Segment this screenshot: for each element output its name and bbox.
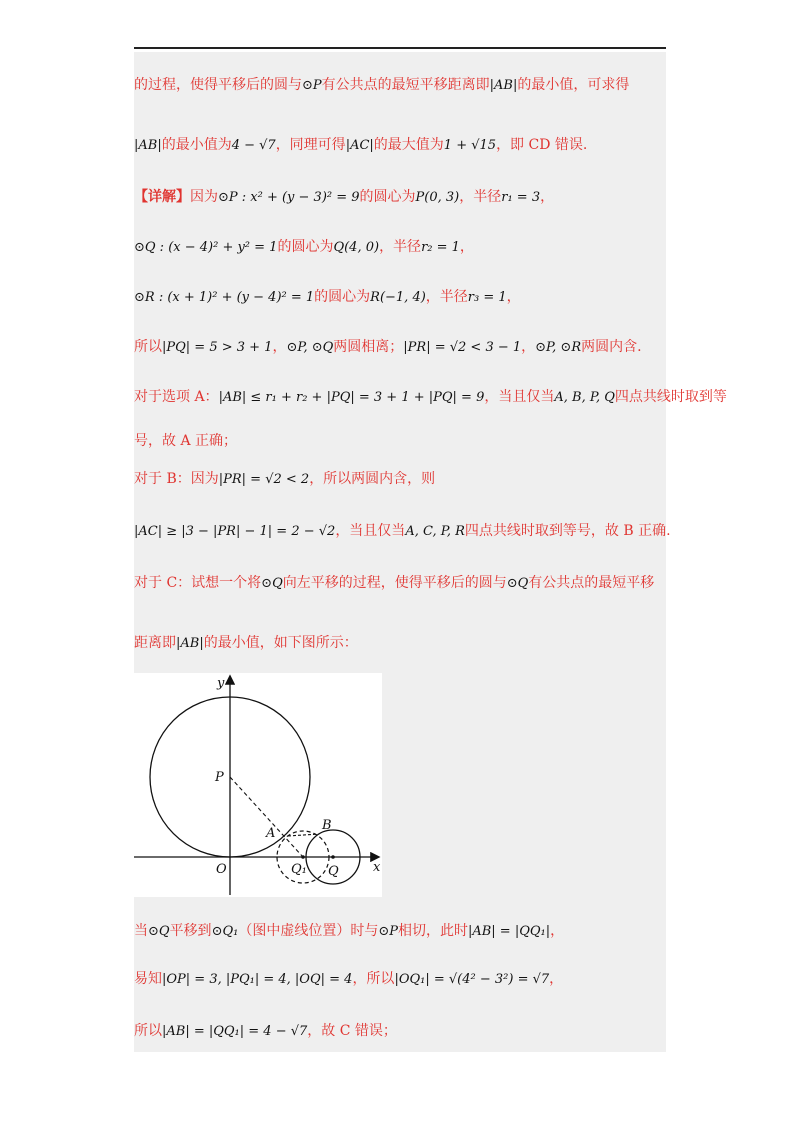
text: 的最小值，如下图所示： — [203, 635, 358, 651]
text: ，当且仅当 — [484, 389, 555, 405]
text: 相切，此时 — [397, 923, 468, 939]
label-q: Q — [328, 864, 339, 879]
math-expr: ⊙Q — [148, 924, 170, 939]
math-expr: |AB| ≤ r₁ + r₂ + |PQ| = 3 + 1 + |PQ| = 9 — [218, 390, 485, 405]
text: ， — [549, 971, 564, 987]
math-expr: |AC| — [345, 138, 374, 153]
math-expr: r₂ = 1 — [421, 240, 460, 255]
text: 的最大值为 — [373, 137, 444, 153]
math-expr: |AB| — [489, 78, 518, 93]
text-line-4 — [134, 238, 474, 257]
text: ， — [550, 923, 565, 939]
point-q — [331, 855, 335, 859]
text-line-8 — [134, 432, 237, 450]
text: ，所以 — [352, 971, 395, 987]
math-expr: 1 + √15 — [443, 138, 497, 153]
math-expr: A, B, P, Q — [554, 390, 615, 405]
math-expr: ⊙Q — [506, 576, 529, 591]
math-expr: |OP| = 3, |PQ₁| = 4, |OQ| = 4 — [162, 972, 353, 987]
math-expr: |AB| = |QQ₁| = 4 − √7 — [162, 1024, 308, 1039]
text-line-10 — [134, 522, 671, 541]
math-expr: A, C, P, R — [405, 524, 465, 539]
text: ，故 C 错误； — [307, 1023, 397, 1039]
text-line-15 — [134, 1022, 397, 1041]
math-expr: ⊙P — [378, 924, 398, 939]
math-expr: P(0, 3) — [415, 190, 460, 205]
math-expr: |PR| = √2 < 3 − 1 — [403, 340, 522, 355]
math-expr: r₃ = 1 — [467, 290, 507, 305]
text: （图中虚线位置）时与 — [238, 923, 379, 939]
text-line-6 — [134, 338, 642, 357]
text: 的最小值为 — [161, 137, 232, 153]
text: ， — [506, 289, 521, 305]
text: ，半径 — [379, 239, 422, 255]
text: ， — [540, 189, 555, 205]
text: 平移到 — [169, 923, 212, 939]
label-p: P — [215, 770, 224, 785]
text: ，当且仅当 — [335, 523, 406, 539]
text-line-2 — [134, 136, 587, 155]
text: ，所以两圆内含，则 — [309, 471, 436, 487]
text: ，半径 — [459, 189, 502, 205]
math-expr: ⊙P, ⊙Q — [286, 340, 334, 355]
text: 有公共点的最短平移距离即 — [321, 77, 490, 93]
math-expr: r₁ = 3 — [501, 190, 541, 205]
text-line-13 — [134, 922, 564, 941]
text: 四点共线时取到等 — [614, 389, 727, 405]
math-expr: ⊙Q₁ — [211, 924, 239, 939]
math-expr: Q(4, 0) — [333, 240, 380, 255]
math-expr: ⊙R : (x + 1)² + (y − 4)² = 1 — [134, 290, 315, 305]
text-line-1 — [134, 76, 629, 95]
text-line-12 — [134, 634, 358, 653]
text-line-5 — [134, 288, 521, 307]
label-a: A — [266, 826, 276, 841]
math-expr: ⊙P : x² + (y − 3)² = 9 — [218, 190, 360, 205]
text: 易知 — [134, 971, 162, 987]
text: 向左平移的过程，使得平移后的圆与 — [282, 575, 507, 591]
text: 四点共线时取到等号，故 B 正确. — [464, 523, 671, 539]
segment-pq1 — [230, 777, 303, 857]
text-line-9 — [134, 470, 435, 489]
text: 的圆心为 — [277, 239, 334, 255]
text-line-7 — [134, 388, 727, 407]
text: 两圆相离； — [333, 339, 404, 355]
text: 的最小值，可求得 — [517, 77, 630, 93]
text: ，即 CD 错误. — [496, 137, 588, 153]
math-expr: ⊙Q — [261, 576, 283, 591]
text: 所以 — [134, 339, 162, 355]
math-expr: ⊙P, ⊙R — [535, 340, 582, 355]
math-expr: 4 − √7 — [231, 138, 276, 153]
text: 的圆心为 — [359, 189, 416, 205]
text: 对于 C：试想一个将 — [134, 575, 262, 591]
text: 当 — [134, 923, 148, 939]
text-line-3 — [134, 188, 554, 207]
text: 距离即 — [134, 635, 176, 651]
circles-diagram — [134, 673, 382, 897]
text: 所以 — [134, 1023, 162, 1039]
point-q1 — [301, 855, 305, 859]
label-y: y — [217, 676, 225, 691]
math-expr: ⊙P — [302, 78, 322, 93]
text: 两圆内含. — [581, 339, 642, 355]
math-expr: |AB| — [176, 636, 204, 651]
label-q1: Q₁ — [291, 862, 307, 877]
text: ， — [272, 339, 287, 355]
label-x: x — [373, 860, 381, 875]
text: ，同理可得 — [275, 137, 346, 153]
text: ，半径 — [425, 289, 468, 305]
detail-tag: 【详解】 — [134, 189, 190, 205]
text: 有公共点的最短平移 — [528, 575, 655, 591]
geometry-figure — [134, 673, 382, 897]
text: 的过程，使得平移后的圆与 — [134, 77, 302, 93]
label-b: B — [322, 818, 332, 833]
text: 因为 — [190, 189, 218, 205]
math-expr: |AB| = |QQ₁| — [467, 924, 551, 939]
math-expr: |PQ| = 5 > 3 + 1 — [162, 340, 273, 355]
math-expr: ⊙Q : (x − 4)² + y² = 1 — [134, 240, 278, 255]
math-expr: |PR| = √2 < 2 — [218, 472, 310, 487]
text-line-14 — [134, 970, 563, 989]
label-o: O — [216, 862, 227, 877]
text-line-11 — [134, 574, 654, 593]
text: 的圆心为 — [314, 289, 371, 305]
math-expr: |OQ₁| = √(4² − 3²) = √7 — [394, 972, 550, 987]
text: 对于 B：因为 — [134, 471, 219, 487]
math-expr: |AB| — [134, 138, 162, 153]
text: ， — [521, 339, 536, 355]
text: 对于选项 A： — [134, 389, 219, 405]
text: 号，故 A 正确； — [134, 433, 238, 449]
math-expr: |AC| ≥ |3 − |PR| − 1| = 2 − √2 — [134, 524, 336, 539]
header-rule — [134, 47, 666, 49]
math-expr: R(−1, 4) — [370, 290, 426, 305]
text: ， — [459, 239, 474, 255]
segment-ab — [288, 834, 319, 836]
